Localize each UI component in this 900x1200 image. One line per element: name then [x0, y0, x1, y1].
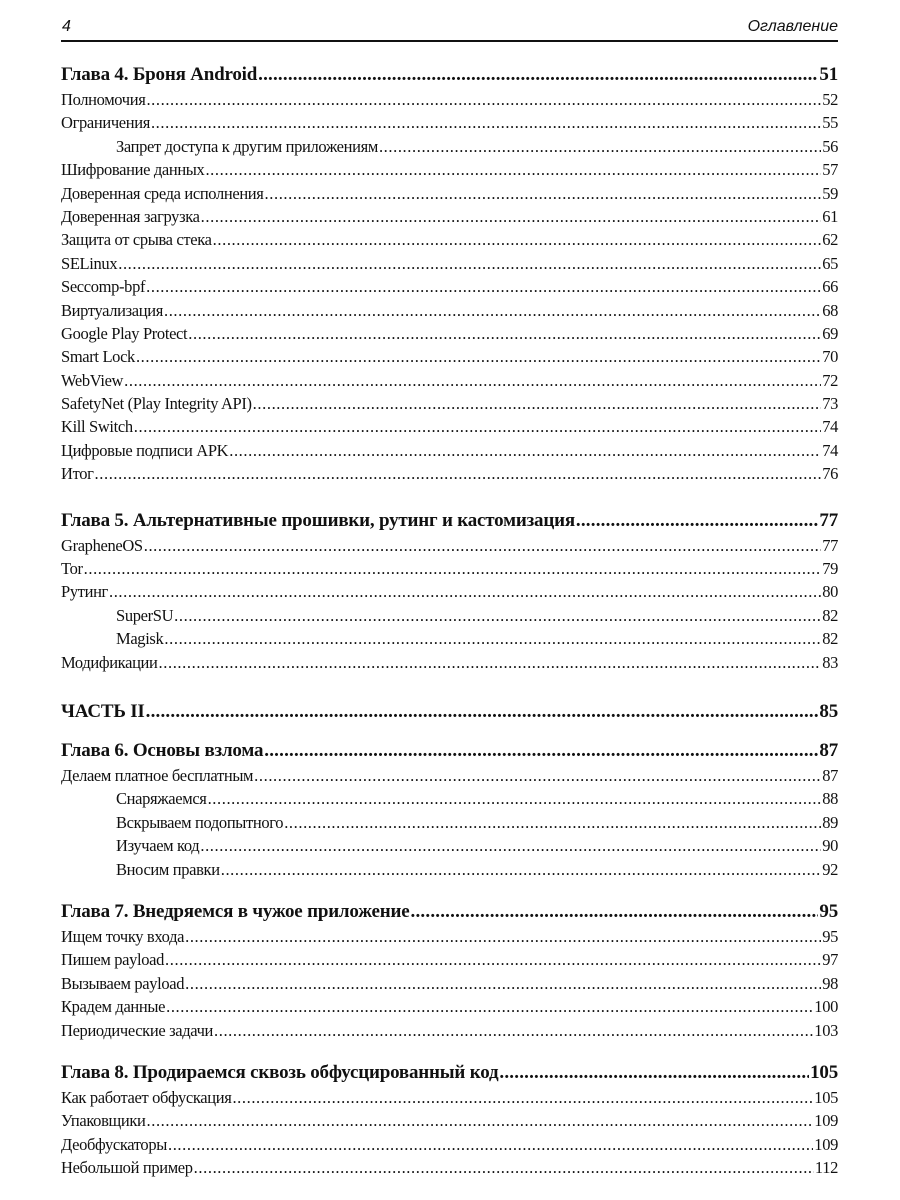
toc-subentry	[61, 811, 838, 834]
toc-entry	[61, 415, 838, 438]
dot-leader	[146, 275, 821, 298]
entry-title: Вносим правки	[116, 859, 220, 879]
dot-leader	[147, 1109, 814, 1132]
dot-leader	[188, 322, 821, 345]
entry-page: 51	[819, 64, 838, 85]
entry-page: 76	[822, 464, 838, 484]
entry-page: 77	[822, 535, 838, 555]
entry-page: 69	[822, 323, 838, 343]
entry-page: 109	[814, 1134, 838, 1154]
entry-page: 79	[822, 559, 838, 579]
toc-subentry	[61, 135, 838, 158]
entry-page: 80	[822, 582, 838, 602]
entry-page: 105	[814, 1087, 838, 1107]
entry-title: Пишем payload	[61, 950, 165, 970]
dot-leader	[284, 811, 821, 834]
table-of-contents	[61, 62, 838, 1179]
entry-title: Упаковщики	[61, 1111, 146, 1131]
dot-leader	[208, 787, 822, 810]
entry-page: 74	[822, 417, 838, 437]
running-header	[61, 14, 838, 42]
chapter-heading	[61, 699, 838, 725]
toc-entry	[61, 299, 838, 322]
toc-entry	[61, 534, 838, 557]
dot-leader	[258, 62, 818, 88]
entry-title: Вызываем payload	[61, 973, 185, 993]
entry-title: Модификации	[61, 652, 158, 672]
entry-title: Smart Lock	[61, 347, 135, 367]
entry-page: 98	[822, 973, 838, 993]
dot-leader	[213, 228, 822, 251]
toc-entry	[61, 252, 838, 275]
dot-leader	[265, 182, 822, 205]
entry-page: 82	[822, 605, 838, 625]
entry-title: SuperSU	[116, 605, 174, 625]
dot-leader	[164, 627, 821, 650]
chapter-heading	[61, 508, 838, 534]
dot-leader	[136, 345, 821, 368]
dot-leader	[201, 205, 822, 228]
dot-leader	[146, 699, 819, 725]
toc-entry	[61, 228, 838, 251]
entry-page: 61	[822, 206, 838, 226]
entry-title: Magisk	[116, 629, 164, 649]
chapter-heading	[61, 1060, 838, 1086]
entry-title: GrapheneOS	[61, 535, 143, 555]
entry-page: 85	[819, 700, 838, 722]
entry-page: 87	[819, 739, 838, 761]
toc-entry	[61, 111, 838, 134]
entry-title: Запрет доступа к другим приложениям	[116, 136, 378, 156]
toc-entry	[61, 651, 838, 674]
entry-title: Деобфускаторы	[61, 1134, 167, 1154]
toc-entry	[61, 995, 838, 1018]
entry-title: Kill Switch	[61, 417, 133, 437]
chapter-heading	[61, 899, 838, 925]
entry-title: Ограничения	[61, 113, 150, 133]
entry-title: Глава 5. Альтернативные прошивки, рутинг и кастомизация	[61, 509, 575, 531]
entry-title: SELinux	[61, 253, 118, 273]
dot-leader	[232, 1086, 813, 1109]
entry-page: 65	[822, 253, 838, 273]
dot-leader	[168, 1133, 813, 1156]
toc-entry	[61, 205, 838, 228]
toc-entry	[61, 1086, 838, 1109]
entry-page: 103	[814, 1020, 838, 1040]
dot-leader	[254, 764, 821, 787]
dot-leader	[194, 1156, 814, 1179]
entry-title: Крадем данные	[61, 997, 166, 1017]
toc-entry	[61, 182, 838, 205]
entry-title: Доверенная среда исполнения	[61, 183, 264, 203]
entry-page: 77	[819, 509, 838, 531]
toc-entry	[61, 158, 838, 181]
dot-leader	[174, 604, 821, 627]
entry-page: 66	[822, 277, 838, 297]
entry-page: 70	[822, 347, 838, 367]
entry-title: ЧАСТЬ II	[61, 700, 145, 722]
dot-leader	[164, 299, 821, 322]
dot-leader	[166, 995, 813, 1018]
entry-title: Как работает обфускация	[61, 1087, 232, 1107]
entry-page: 109	[814, 1111, 838, 1131]
toc-entry	[61, 948, 838, 971]
toc-subentry	[61, 627, 838, 650]
entry-title: Глава 4. Броня Android	[61, 64, 258, 85]
page-number: 4	[62, 18, 71, 35]
entry-page: 83	[822, 652, 838, 672]
entry-title: Полномочия	[61, 90, 146, 109]
toc-entry	[61, 88, 838, 111]
toc-entry	[61, 925, 838, 948]
entry-title: Итог	[61, 464, 94, 484]
entry-title: Tor	[61, 559, 83, 579]
entry-title: WebView	[61, 370, 124, 390]
dot-leader	[151, 111, 821, 134]
entry-page: 100	[814, 997, 838, 1017]
entry-title: Seccomp-bpf	[61, 277, 146, 297]
toc-entry	[61, 580, 838, 603]
dot-leader	[253, 392, 822, 415]
dot-leader	[159, 651, 822, 674]
chapter-heading	[61, 738, 838, 764]
toc-entry	[61, 275, 838, 298]
entry-title: Небольшой пример	[61, 1158, 193, 1178]
dot-leader	[144, 534, 821, 557]
toc-entry	[61, 557, 838, 580]
dot-leader	[221, 858, 821, 881]
entry-page: 112	[814, 1158, 838, 1178]
entry-page: 92	[822, 859, 838, 879]
entry-title: Вскрываем подопытного	[116, 812, 284, 832]
entry-page: 73	[822, 394, 838, 414]
chapter-heading	[61, 62, 838, 88]
toc-entry	[61, 322, 838, 345]
entry-title: Виртуализация	[61, 300, 163, 320]
entry-page: 62	[822, 230, 838, 250]
entry-page: 105	[810, 1061, 838, 1083]
entry-page: 59	[822, 183, 838, 203]
entry-title: Снаряжаемся	[116, 789, 207, 809]
entry-page: 89	[822, 812, 838, 832]
entry-page: 68	[822, 300, 838, 320]
entry-title: Изучаем код	[116, 836, 200, 856]
dot-leader	[379, 135, 821, 158]
dot-leader	[185, 925, 821, 948]
dot-leader	[109, 580, 821, 603]
dot-leader	[84, 557, 822, 580]
toc-entry	[61, 462, 838, 485]
dot-leader	[118, 252, 821, 275]
toc-entry	[61, 345, 838, 368]
entry-title: Рутинг	[61, 582, 108, 602]
toc-entry	[61, 764, 838, 787]
entry-page: 88	[822, 789, 838, 809]
toc-subentry	[61, 834, 838, 857]
dot-leader	[205, 158, 821, 181]
dot-leader	[229, 439, 821, 462]
toc-entry	[61, 369, 838, 392]
dot-leader	[95, 462, 822, 485]
entry-title: Google Play Protect	[61, 323, 188, 343]
toc-subentry	[61, 604, 838, 627]
entry-page: 97	[822, 950, 838, 970]
entry-title: Защита от срыва стека	[61, 230, 212, 250]
toc-entry	[61, 1156, 838, 1179]
entry-title: SafetyNet (Play Integrity API)	[61, 394, 252, 414]
entry-title: Глава 7. Внедряемся в чужое приложение	[61, 900, 410, 922]
dot-leader	[576, 508, 818, 534]
toc-entry	[61, 1133, 838, 1156]
toc-entry	[61, 392, 838, 415]
dot-leader	[134, 415, 821, 438]
entry-page: 74	[822, 440, 838, 460]
dot-leader	[146, 88, 821, 111]
dot-leader	[165, 948, 821, 971]
toc-entry	[61, 972, 838, 995]
entry-page: 90	[822, 836, 838, 856]
dot-leader	[200, 834, 821, 857]
toc-entry	[61, 1019, 838, 1042]
entry-page: 57	[822, 160, 838, 180]
entry-page: 55	[822, 113, 838, 133]
entry-title: Доверенная загрузка	[61, 206, 200, 226]
dot-leader	[264, 738, 818, 764]
entry-title: Ищем точку входа	[61, 926, 185, 946]
toc-entry	[61, 1109, 838, 1132]
entry-title: Цифровые подписи APK	[61, 440, 229, 460]
entry-title: Глава 8. Продираемся сквозь обфусцированный код	[61, 1061, 499, 1083]
dot-leader	[185, 972, 821, 995]
entry-page: 95	[819, 900, 838, 922]
toc-subentry	[61, 858, 838, 881]
entry-title: Делаем платное бесплатным	[61, 765, 254, 785]
running-title: Оглавление	[747, 18, 838, 35]
entry-page: 52	[822, 90, 838, 109]
toc-subentry	[61, 787, 838, 810]
toc-entry	[61, 439, 838, 462]
dot-leader	[124, 369, 821, 392]
entry-title: Глава 6. Основы взлома	[61, 739, 264, 761]
entry-page: 56	[822, 136, 838, 156]
entry-title: Периодические задачи	[61, 1020, 213, 1040]
dot-leader	[411, 899, 819, 925]
entry-title: Шифрование данных	[61, 160, 205, 180]
entry-page: 95	[822, 926, 838, 946]
dot-leader	[214, 1019, 813, 1042]
entry-page: 87	[822, 765, 838, 785]
entry-page: 72	[822, 370, 838, 390]
entry-page: 82	[822, 629, 838, 649]
dot-leader	[499, 1060, 809, 1086]
